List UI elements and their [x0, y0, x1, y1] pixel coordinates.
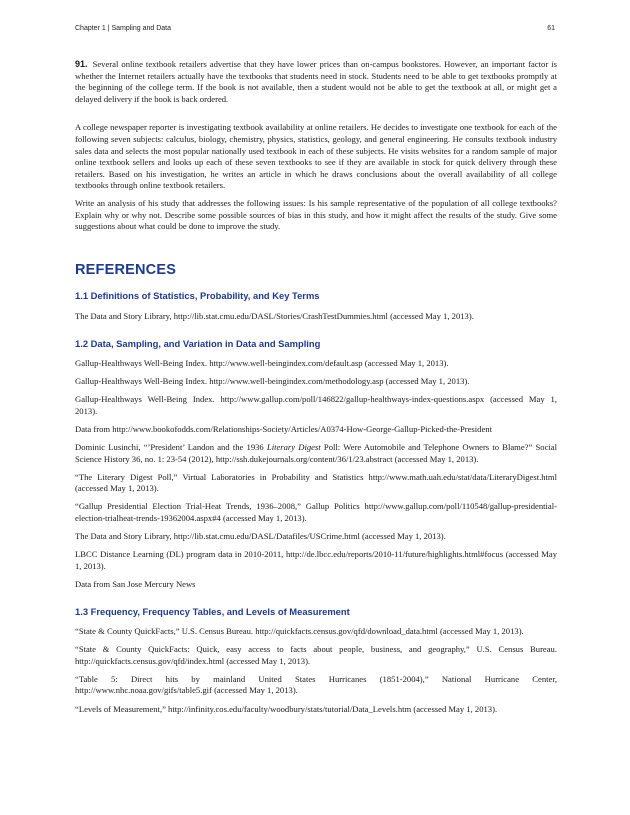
reference-item: Gallup-Healthways Well-Being Index. http://www.gallup.com/poll/146822/gallup-healthways-index-questions.aspx (accessed May 1, 2013). — [75, 394, 557, 416]
exercise-intro — [75, 59, 557, 105]
reference-item: Gallup-Healthways Well-Being Index. http://www.well-beingindex.com/default.asp (accessed May 1, 2013). — [75, 358, 449, 369]
reference-item: Gallup-Healthways Well-Being Index. http://www.well-beingindex.com/methodology.asp (accessed May 1, 2013). — [75, 376, 470, 387]
section-heading: 1.2 Data, Sampling, and Variation in Data and Sampling — [75, 337, 321, 349]
exercise-scenario: A college newspaper reporter is investigating textbook availability at online retailers. He decides to investigate one textbook for each of the following seven subjects: calculus, biology, chemistry, physics, statistics, geology, and general engineering. He consults textbook industry sales data and selects the most popular nationally used textbook in each of these subjects. He visits websites for a random sample of major online textbook sellers and looks up each of these seven textbooks to see if they are available in stock for quick delivery through these retailers. Based on his investigation, he writes an article in which he draws conclusions about the overall availability of all college textbooks through online textbook retailers. — [75, 122, 557, 191]
exercise-number: 91. — [75, 59, 88, 69]
reference-item: “State & County QuickFacts: Quick, easy access to facts about people, business, and geography,” U.S. Census Bureau. http://quickfacts.census.gov/qfd/index.html (accessed May 1, 2013). — [75, 644, 557, 666]
reference-item: Data from San Jose Mercury News — [75, 578, 196, 589]
exercise-intro-text: Several online textbook retailers advertise that they have lower prices than on-campus bookstores. However, an important factor is whether the Internet retailers actually have the textbooks that students need in stock. Students need to be able to get textbooks promptly at the beginning of the college term. If the book is not available, then a student would not be able to get the textbook at all, or might get a delayed delivery if the book is back ordered. — [75, 59, 557, 104]
reference-item: Data from http://www.bookofodds.com/Relationships-Society/Articles/A0374-How-George-Gallup-Picked-the-President — [75, 423, 492, 434]
section-heading: 1.1 Definitions of Statistics, Probability, and Key Terms — [75, 290, 320, 302]
reference-item: “Gallup Presidential Election Trial-Heat Trends, 1936–2008,” Gallup Politics http://www.gallup.com/poll/110548/gallup-presidential-election-trialheat-trends-19362004.aspx#4 (accessed May 1, 2013). — [75, 501, 557, 524]
reference-item: LBCC Distance Learning (DL) program data in 2010-2011, http://de.lbcc.edu/reports/2010-11/future/highlights.html#focus (accessed May 1, 2013). — [75, 549, 557, 571]
chapter-title: Chapter 1 | Sampling and Data — [75, 25, 171, 32]
reference-item: “State & County QuickFacts,” U.S. Census Bureau. http://quickfacts.census.gov/qfd/download_data.html (accessed May 1, 2013). — [75, 626, 524, 637]
page-body — [75, 59, 557, 730]
reference-item-lusinchi — [75, 442, 557, 465]
lusinchi-before: Dominic Lusinchi, “’President’ Landon and the 1936 — [75, 442, 267, 453]
running-head — [75, 25, 555, 32]
lusinchi-italic: Literary Digest — [266, 442, 321, 453]
references-heading: REFERENCES — [75, 261, 177, 278]
lusinchi-after: Poll: Were Automobile and Telephone Owners to Blame?” Social Science History 36, no. 1: 23-54 (2012), http://ssh.dukejournals.org/content/36/1/23.abstract (accessed May 1, 2013). — [75, 442, 557, 464]
page-number: 61 — [547, 25, 555, 32]
reference-item: “The Literary Digest Poll,” Virtual Laboratories in Probability and Statistics http://www.math.uah.edu/stat/data/LiteraryDigest.html (accessed May 1, 2013). — [75, 471, 557, 494]
exercise-task: Write an analysis of his study that addresses the following issues: Is his sample representative of the population of all college textbooks? Explain why or why not. Describe some possible sources of bias in this study, and how it might affect the results of the study. Give some suggestions about what could be done to improve the study. — [75, 197, 557, 232]
section-heading: 1.3 Frequency, Frequency Tables, and Levels of Measurement — [75, 605, 350, 617]
reference-section-1-3 — [75, 606, 557, 716]
reference-item: “Table 5: Direct hits by mainland United States Hurricanes (1851-2004),” National Hurricane Center, http://www.nhc.noaa.gov/gifs/table5.gif (accessed May 1, 2013). — [75, 673, 557, 696]
reference-section-1-2 — [75, 338, 557, 591]
reference-item: “Levels of Measurement,” http://infinity.cos.edu/faculty/woodbury/stats/tutorial/Data_Levels.htm (accessed May 1, 2013). — [75, 703, 498, 714]
reference-item: The Data and Story Library, http://lib.stat.cmu.edu/DASL/Datafiles/USCrime.html (accessed May 1, 2013). — [75, 531, 446, 542]
reference-item: The Data and Story Library, http://lib.stat.cmu.edu/DASL/Stories/CrashTestDummies.html (accessed May 1, 2013). — [75, 310, 474, 321]
reference-section-1-1 — [75, 290, 557, 322]
